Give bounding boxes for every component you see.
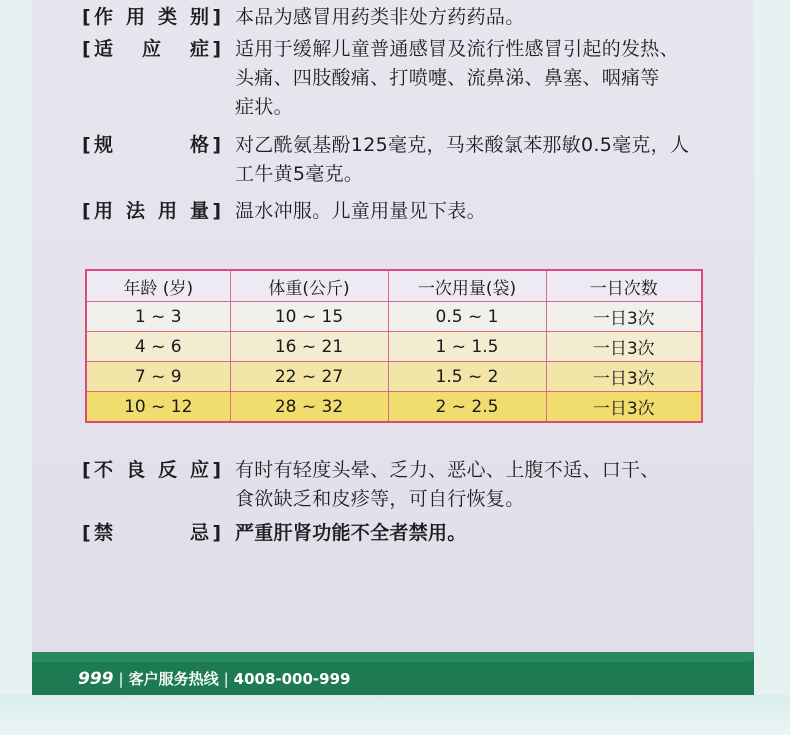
section-text (235, 519, 754, 548)
label-char: 规 (94, 134, 114, 156)
text-line: 工牛黄5毫克。 (235, 163, 364, 185)
table-row (86, 332, 702, 362)
header-frequency: 一日次数 (546, 270, 702, 302)
text-line: 食欲缺乏和皮疹等，可自行恢复。 (235, 488, 525, 510)
cell-weight: 10 ~ 15 (230, 302, 388, 332)
cell-frequency: 一日3次 (546, 392, 702, 423)
label-char: 忌 (189, 522, 209, 544)
footer-band (32, 652, 754, 695)
label-char: 用 (94, 200, 114, 222)
table-header-row (86, 270, 702, 302)
label-char: 良 (125, 459, 145, 481)
text-line: 本品为感冒用药类非处方药药品。 (235, 6, 525, 28)
cell-frequency: 一日3次 (546, 362, 702, 392)
hotline-label: 客户服务热线 (128, 670, 219, 688)
label-char: 反 (157, 459, 177, 481)
label-char: 用 (125, 6, 145, 28)
cell-dose: 2 ~ 2.5 (388, 392, 546, 423)
cell-dose: 1 ~ 1.5 (388, 332, 546, 362)
leaflet-page: [ 作 用 类 别 ] 本品为感冒用药类非处方药药品。 [ 适 应 症 ] 适用于缓解儿童普通感冒及流行性感冒引起的发热、 头痛、四肢酸痛、打喷嚏、流鼻涕、鼻塞、咽痛等 症状。 [ 规 格 ] 对乙酰氨基酚125毫克，马来酸氯苯那敏0.5毫克，人 工牛黄5毫克。 [ 用 法 用 量 ] 温水冲服。儿童用量见下表。 年龄 (岁) 体重(公斤) 一次用量(袋) 一日次数 1 ~ 3 10 ~ 15 0.5 ~ 1 一日3次 4 ~ 6 16 ~ 21 1 ~ 1.5 一日3次 7 ~ 9 22 ~ 27 1.5 ~ 2 一日3次 10 ~ 12 28 ~ 32 2 ~ 2.5 一日3次 [ 不 良 反 应 ] 有时有轻度头晕、乏力、恶心、上腹不适、口干、 食欲缺乏和皮疹等，可自行恢复。 [ 禁 忌 ] 严重肝肾功能不全者禁用。 999 | 客户服务热线 | 4008-000-999 (32, 0, 754, 695)
cell-age: 10 ~ 12 (86, 392, 230, 423)
cell-frequency: 一日3次 (546, 332, 702, 362)
text-line: 严重肝肾功能不全者禁用。 (235, 522, 467, 544)
section-text (235, 35, 754, 122)
hotline: 999 | 客户服务热线 | 4008-000-999 (78, 669, 351, 689)
section-text (235, 197, 754, 226)
brand-logo: 999 (78, 669, 114, 689)
section-text (235, 131, 754, 189)
label-char: 不 (94, 459, 114, 481)
section-text (235, 3, 754, 32)
table-row (86, 392, 702, 423)
text-line: 头痛、四肢酸痛、打喷嚏、流鼻涕、鼻塞、咽痛等 (235, 67, 660, 89)
section-text (235, 456, 754, 514)
text-line: 有时有轻度头晕、乏力、恶心、上腹不适、口干、 (235, 459, 660, 481)
background-fade (0, 695, 790, 735)
label-char: 别 (189, 6, 209, 28)
label-char: 量 (189, 200, 209, 222)
cell-age: 7 ~ 9 (86, 362, 230, 392)
label-char: 法 (125, 200, 145, 222)
header-dose: 一次用量(袋) (388, 270, 546, 302)
cell-dose: 0.5 ~ 1 (388, 302, 546, 332)
label-char: 应 (141, 38, 161, 60)
label-char: 格 (189, 134, 209, 156)
label-char: 应 (189, 459, 209, 481)
label-char: 适 (94, 38, 114, 60)
header-age: 年龄 (岁) (86, 270, 230, 302)
header-weight: 体重(公斤) (230, 270, 388, 302)
label-char: 类 (157, 6, 177, 28)
cell-frequency: 一日3次 (546, 302, 702, 332)
label-char: 症 (189, 38, 209, 60)
cell-weight: 16 ~ 21 (230, 332, 388, 362)
cell-age: 4 ~ 6 (86, 332, 230, 362)
cell-dose: 1.5 ~ 2 (388, 362, 546, 392)
cell-weight: 28 ~ 32 (230, 392, 388, 423)
text-line: 对乙酰氨基酚125毫克，马来酸氯苯那敏0.5毫克，人 (235, 134, 690, 156)
table-row (86, 362, 702, 392)
label-char: 作 (94, 6, 114, 28)
label-char: 禁 (94, 522, 114, 544)
hotline-number: 4008-000-999 (233, 670, 351, 688)
dosage-table (85, 269, 703, 423)
cell-age: 1 ~ 3 (86, 302, 230, 332)
table-row (86, 302, 702, 332)
text-line: 适用于缓解儿童普通感冒及流行性感冒引起的发热、 (235, 38, 679, 60)
label-char: 用 (157, 200, 177, 222)
cell-weight: 22 ~ 27 (230, 362, 388, 392)
text-line: 症状。 (235, 96, 293, 118)
text-line: 温水冲服。儿童用量见下表。 (235, 200, 486, 222)
